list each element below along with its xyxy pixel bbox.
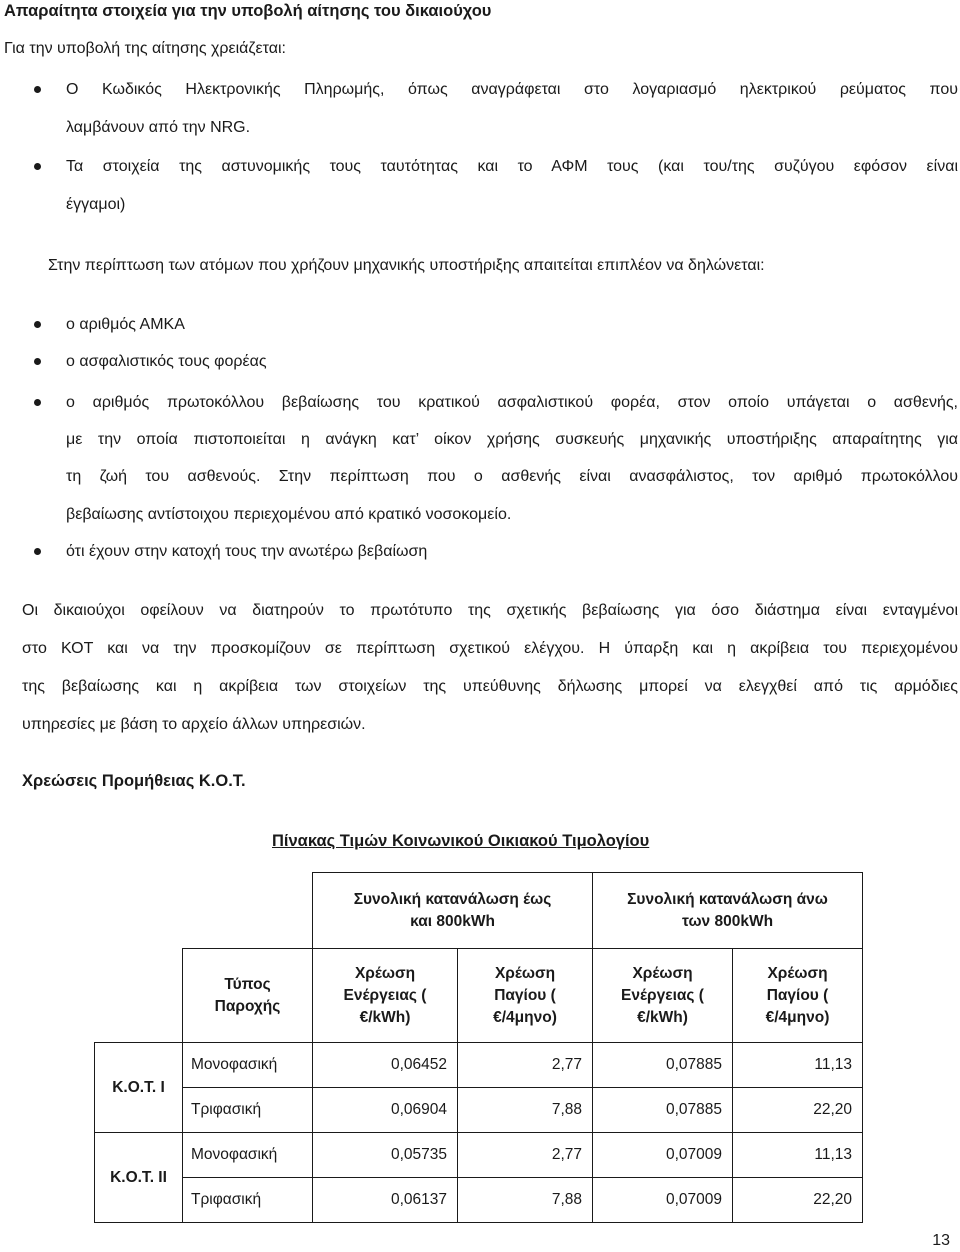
blank-cell	[183, 873, 313, 949]
header-fixed-charge-above: Χρέωση Παγίου ( €/4μηνο)	[733, 949, 863, 1043]
header-energy-charge-up: Χρέωση Ενέργειας ( €/kWh)	[313, 949, 458, 1043]
bullet-icon	[34, 358, 41, 365]
fixed-up-cell: 2,77	[458, 1043, 593, 1088]
table-row	[95, 1178, 863, 1223]
row-group-label: Κ.Ο.Τ. Ι	[95, 1043, 183, 1133]
requirement-2-line1: Τα στοιχεία της αστυνομικής τους ταυτότητας και το ΑΦΜ τους (και του/της συζύγου εφόσον είναι	[66, 158, 958, 175]
table-row	[95, 1133, 863, 1178]
mechanical-item-insurer: ο ασφαλιστικός τους φορέας	[66, 353, 267, 370]
bullet-icon	[34, 399, 41, 406]
requirement-1-line1: Ο Κωδικός Ηλεκτρονικής Πληρωμής, όπως αναγράφεται στο λογαριασμό ηλεκτρικού ρεύματος που	[66, 81, 958, 98]
blank-cell	[95, 949, 183, 1043]
energy-up-cell: 0,05735	[313, 1133, 458, 1178]
bullet-icon	[34, 548, 41, 555]
page-number: 13	[932, 1232, 950, 1249]
fixed-up-cell: 7,88	[458, 1088, 593, 1133]
table-row	[95, 1043, 863, 1088]
energy-up-cell: 0,06904	[313, 1088, 458, 1133]
energy-above-cell: 0,07885	[593, 1043, 733, 1088]
supply-type-cell: Τριφασική	[183, 1088, 313, 1133]
fixed-above-cell: 11,13	[733, 1133, 863, 1178]
supply-type-cell: Μονοφασική	[183, 1133, 313, 1178]
energy-up-cell: 0,06137	[313, 1178, 458, 1223]
fixed-above-cell: 11,13	[733, 1043, 863, 1088]
bullet-icon	[34, 86, 41, 93]
mechanical-item-protocol-line2: με την οποία πιστοποιείται η ανάγκη κατ’ οίκον χρήσης συσκευής μηχανικής υποστήριξης απαραίτητης για	[66, 431, 958, 448]
supply-type-cell: Μονοφασική	[183, 1043, 313, 1088]
intro-text: Για την υποβολή της αίτησης χρειάζεται:	[4, 40, 286, 57]
obligation-line3: της βεβαίωσης και η ακρίβεια των στοιχείων της υπεύθυνης δήλωσης μπορεί να ελεγχθεί από τις αρμόδιες	[22, 678, 958, 695]
table-title: Πίνακας Τιμών Κοινωνικού Οικιακού Τιμολογίου	[272, 832, 650, 850]
table-row	[95, 1088, 863, 1133]
section-title: Χρεώσεις Προμήθειας Κ.Ο.Τ.	[22, 772, 246, 790]
energy-above-cell: 0,07885	[593, 1088, 733, 1133]
obligation-line4: υπηρεσίες με βάση το αρχείο άλλων υπηρεσιών.	[22, 716, 366, 733]
requirement-1-line2: λαμβάνουν από την NRG.	[66, 119, 251, 136]
mechanical-item-possession: ότι έχουν στην κατοχή τους την ανωτέρω βεβαίωση	[66, 543, 428, 560]
energy-above-cell: 0,07009	[593, 1178, 733, 1223]
mechanical-item-protocol-line1: ο αριθμός πρωτοκόλλου βεβαίωσης του κρατικού ασφαλιστικού φορέα, στον οποίο υπάγεται ο ασθενής,	[66, 394, 958, 411]
energy-above-cell: 0,07009	[593, 1133, 733, 1178]
bullet-icon	[34, 321, 41, 328]
obligation-line1: Οι δικαιούχοι οφείλουν να διατηρούν το πρωτότυπο της σχετικής βεβαίωσης για όσο διάστημα είναι ενταγμένοι	[22, 602, 958, 619]
mechanical-item-protocol-line4: βεβαίωσης αντίστοιχου περιεχομένου από κρατικό νοσοκομείο.	[66, 506, 512, 523]
header-consumption-above-800: Συνολική κατανάλωση άνω των 800kWh	[593, 873, 863, 949]
header-supply-type: Τύπος Παροχής	[183, 949, 313, 1043]
fixed-up-cell: 2,77	[458, 1133, 593, 1178]
bullet-icon	[34, 163, 41, 170]
energy-up-cell: 0,06452	[313, 1043, 458, 1088]
fixed-above-cell: 22,20	[733, 1178, 863, 1223]
fixed-up-cell: 7,88	[458, 1178, 593, 1223]
requirement-2-line2: έγγαμοι)	[66, 196, 126, 213]
mechanical-item-protocol-line3: τη ζωή του ασθενούς. Στην περίπτωση που ο ασθενής είναι ανασφάλιστος, τον αριθμό πρωτοκόλλου	[66, 468, 958, 485]
mechanical-item-amka: ο αριθμός ΑΜΚΑ	[66, 316, 185, 333]
fixed-above-cell: 22,20	[733, 1088, 863, 1133]
obligation-line2: στο ΚΟΤ και να την προσκομίζουν σε περίπτωση σχετικού ελέγχου. Η ύπαρξη και η ακρίβεια του περιεχομένου	[22, 640, 958, 657]
blank-cell	[95, 873, 183, 949]
page-heading: Απαραίτητα στοιχεία για την υποβολή αίτησης του δικαιούχου	[4, 2, 492, 20]
header-consumption-up-to-800: Συνολική κατανάλωση έως και 800kWh	[313, 873, 593, 949]
mechanical-support-intro: Στην περίπτωση των ατόμων που χρήζουν μηχανικής υποστήριξης απαιτείται επιπλέον να δηλώνεται:	[48, 257, 765, 274]
tariff-table	[94, 872, 863, 1223]
row-group-label: Κ.Ο.Τ. ΙΙ	[95, 1133, 183, 1223]
supply-type-cell: Τριφασική	[183, 1178, 313, 1223]
header-energy-charge-above: Χρέωση Ενέργειας ( €/kWh)	[593, 949, 733, 1043]
header-fixed-charge-up: Χρέωση Παγίου ( €/4μηνο)	[458, 949, 593, 1043]
